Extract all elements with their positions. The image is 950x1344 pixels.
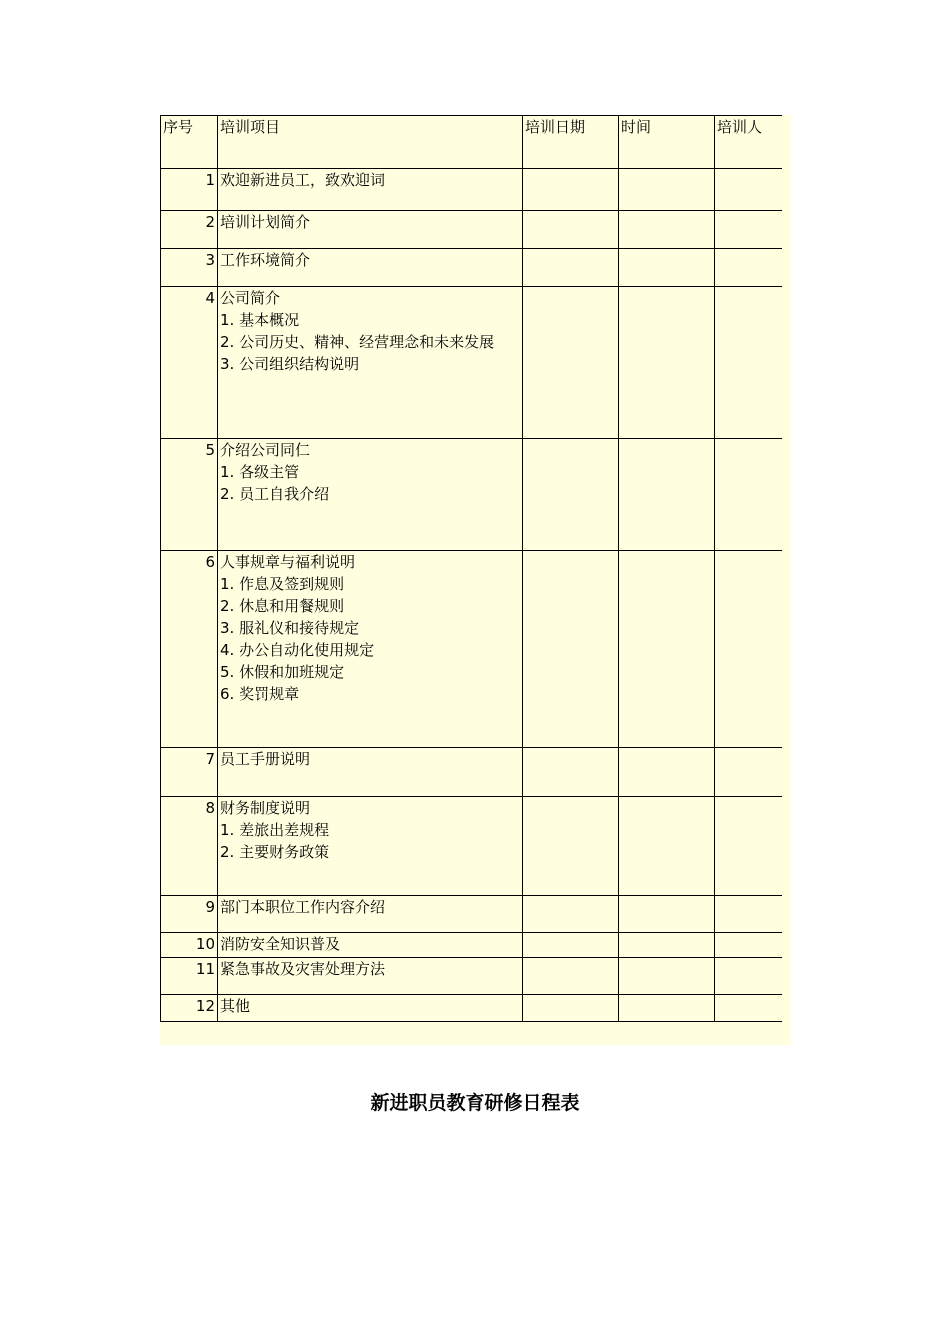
row-training-date xyxy=(523,211,619,249)
row-trainer xyxy=(715,958,782,995)
header-training-item: 培训项目 xyxy=(218,116,523,169)
row-training-item xyxy=(218,169,523,211)
sub-item-list xyxy=(220,573,521,705)
row-trainer xyxy=(715,896,782,933)
row-seq: 8 xyxy=(161,797,218,896)
row-training-item xyxy=(218,933,523,958)
row-time xyxy=(619,933,715,958)
sub-item: 1. 各级主管 xyxy=(220,463,300,481)
item-title: 其他 xyxy=(220,997,251,1015)
header-seq: 序号 xyxy=(161,116,218,169)
sub-item-list xyxy=(220,819,521,863)
table-row xyxy=(161,797,782,896)
row-time xyxy=(619,797,715,896)
row-time xyxy=(619,169,715,211)
row-training-date xyxy=(523,551,619,748)
item-title: 消防安全知识普及 xyxy=(220,935,341,953)
table-header-row xyxy=(161,116,782,169)
sub-item-list xyxy=(220,461,521,505)
row-time xyxy=(619,995,715,1022)
item-title: 员工手册说明 xyxy=(220,750,311,768)
row-training-date xyxy=(523,287,619,439)
sub-item: 6. 奖罚规章 xyxy=(220,685,300,703)
row-seq: 3 xyxy=(161,249,218,287)
row-seq: 5 xyxy=(161,439,218,551)
row-time xyxy=(619,211,715,249)
page-title: 新进职员教育研修日程表 xyxy=(370,1092,580,1114)
row-training-date xyxy=(523,797,619,896)
row-training-date xyxy=(523,958,619,995)
sub-item: 1. 基本概况 xyxy=(220,311,300,329)
row-training-item xyxy=(218,748,523,797)
item-title: 培训计划简介 xyxy=(220,213,311,231)
sub-item: 3. 服礼仪和接待规定 xyxy=(220,619,360,637)
row-seq: 12 xyxy=(161,995,218,1022)
row-training-date xyxy=(523,169,619,211)
row-training-date xyxy=(523,249,619,287)
row-seq: 6 xyxy=(161,551,218,748)
row-time xyxy=(619,287,715,439)
row-time xyxy=(619,439,715,551)
sub-item: 4. 办公自动化使用规定 xyxy=(220,641,375,659)
row-training-item xyxy=(218,551,523,748)
row-training-date xyxy=(523,439,619,551)
row-trainer xyxy=(715,995,782,1022)
row-time xyxy=(619,551,715,748)
item-title: 工作环境简介 xyxy=(220,251,311,269)
table-row xyxy=(161,958,782,995)
row-training-date xyxy=(523,995,619,1022)
row-trainer xyxy=(715,933,782,958)
row-training-item xyxy=(218,958,523,995)
row-training-item xyxy=(218,995,523,1022)
row-training-date xyxy=(523,748,619,797)
row-seq: 10 xyxy=(161,933,218,958)
row-trainer xyxy=(715,287,782,439)
item-title: 介绍公司同仁 xyxy=(220,441,311,459)
row-trainer xyxy=(715,169,782,211)
row-training-date xyxy=(523,896,619,933)
table-row xyxy=(161,551,782,748)
row-seq: 11 xyxy=(161,958,218,995)
sub-item: 1. 差旅出差规程 xyxy=(220,821,330,839)
table-row xyxy=(161,896,782,933)
row-time xyxy=(619,748,715,797)
table-row xyxy=(161,439,782,551)
row-trainer xyxy=(715,748,782,797)
table-row xyxy=(161,211,782,249)
header-training-date: 培训日期 xyxy=(523,116,619,169)
row-seq: 1 xyxy=(161,169,218,211)
sub-item: 3. 公司组织结构说明 xyxy=(220,355,360,373)
row-training-item xyxy=(218,249,523,287)
table-row xyxy=(161,933,782,958)
row-trainer xyxy=(715,211,782,249)
item-title: 部门本职位工作内容介绍 xyxy=(220,898,386,916)
row-time xyxy=(619,896,715,933)
row-trainer xyxy=(715,249,782,287)
table-row xyxy=(161,748,782,797)
item-title: 人事规章与福利说明 xyxy=(220,553,356,571)
row-trainer xyxy=(715,551,782,748)
table-row xyxy=(161,169,782,211)
table-row xyxy=(161,249,782,287)
item-title: 公司简介 xyxy=(220,289,281,307)
row-training-item xyxy=(218,211,523,249)
row-time xyxy=(619,249,715,287)
row-training-item xyxy=(218,797,523,896)
sub-item: 2. 员工自我介绍 xyxy=(220,485,330,503)
row-time xyxy=(619,958,715,995)
row-training-item xyxy=(218,287,523,439)
row-trainer xyxy=(715,439,782,551)
header-trainer: 培训人 xyxy=(715,116,782,169)
row-seq: 9 xyxy=(161,896,218,933)
sub-item: 1. 作息及签到规则 xyxy=(220,575,345,593)
sub-item-list xyxy=(220,309,521,375)
table-row xyxy=(161,995,782,1022)
row-training-item xyxy=(218,439,523,551)
training-sheet xyxy=(160,115,791,1045)
table-row xyxy=(161,287,782,439)
item-title: 财务制度说明 xyxy=(220,799,311,817)
row-seq: 7 xyxy=(161,748,218,797)
row-seq: 2 xyxy=(161,211,218,249)
sub-item: 2. 主要财务政策 xyxy=(220,843,330,861)
sub-item: 5. 休假和加班规定 xyxy=(220,663,345,681)
row-seq: 4 xyxy=(161,287,218,439)
header-time: 时间 xyxy=(619,116,715,169)
item-title: 紧急事故及灾害处理方法 xyxy=(220,960,386,978)
item-title: 欢迎新进员工，致欢迎词 xyxy=(220,171,386,189)
sub-item: 2. 休息和用餐规则 xyxy=(220,597,345,615)
row-training-item xyxy=(218,896,523,933)
row-training-date xyxy=(523,933,619,958)
row-trainer xyxy=(715,797,782,896)
sub-item: 2. 公司历史、精神、经营理念和未来发展 xyxy=(220,333,495,351)
training-schedule-table xyxy=(160,115,782,1022)
